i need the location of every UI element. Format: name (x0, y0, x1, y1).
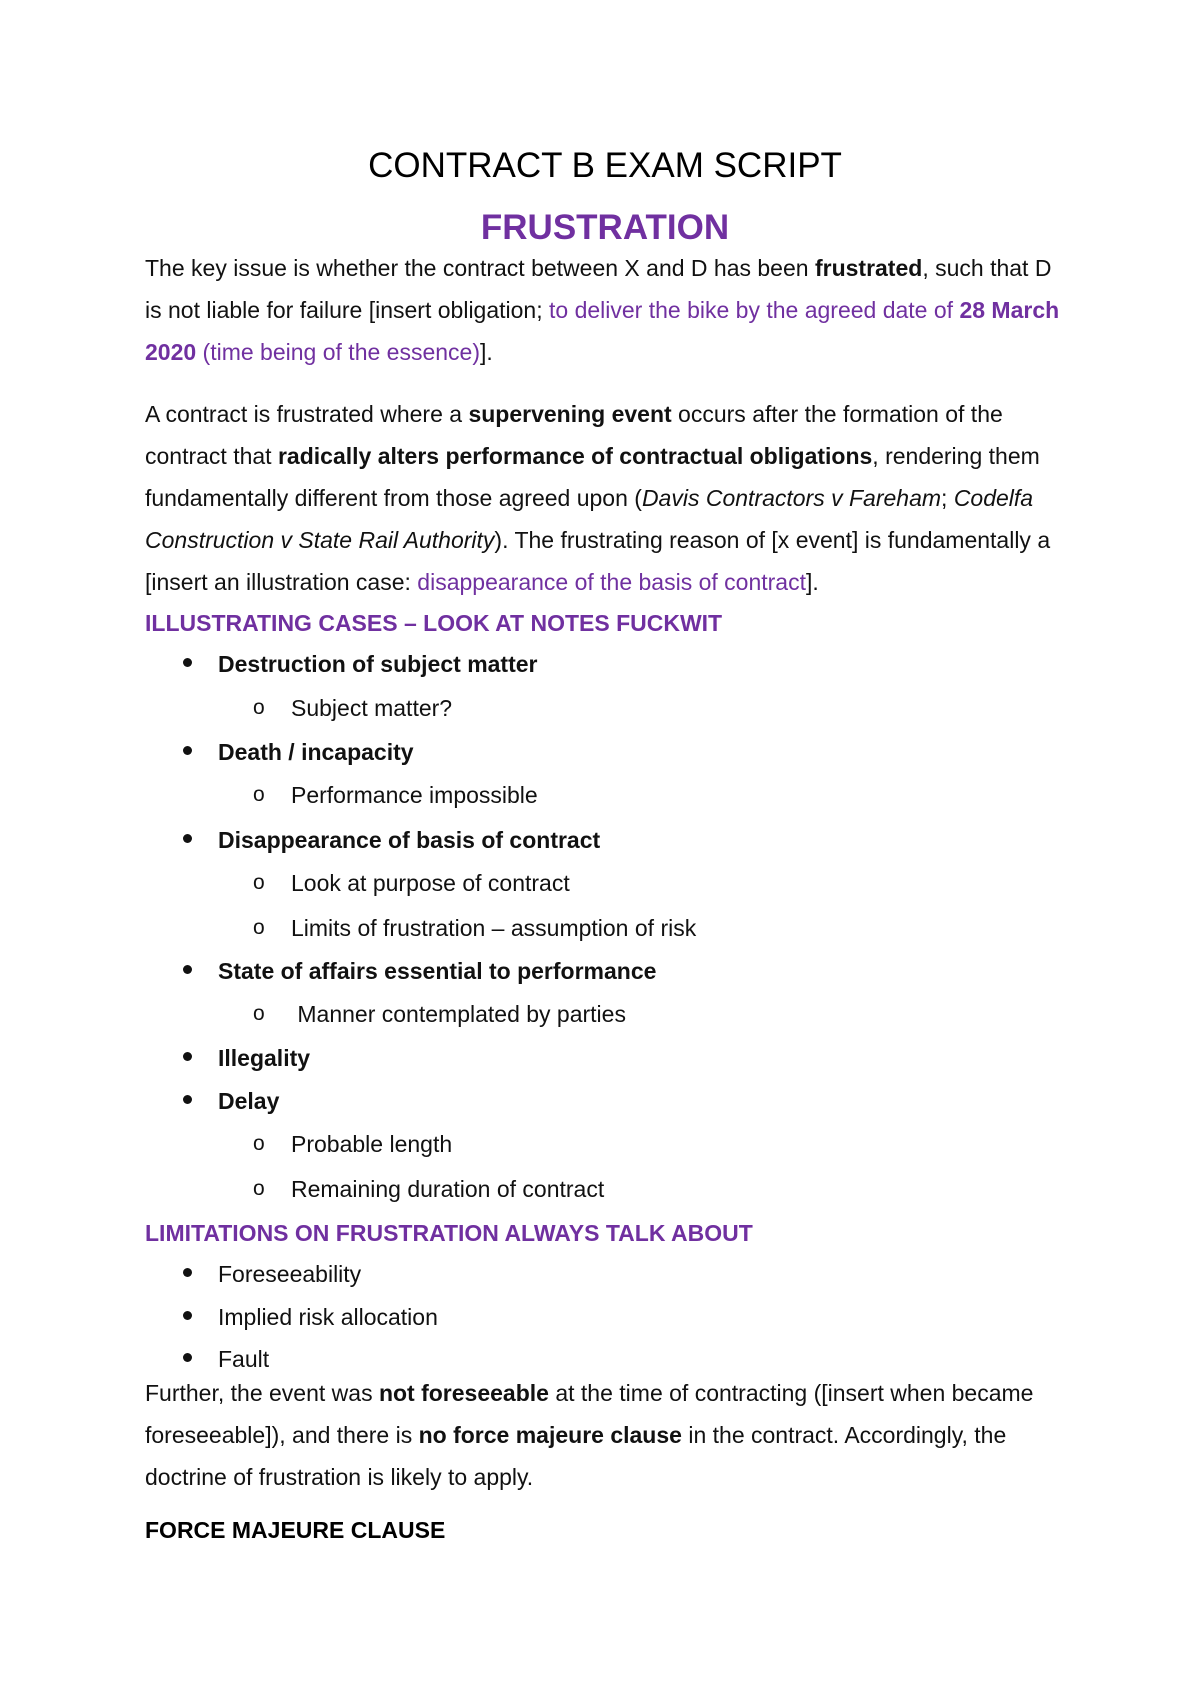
case-subitem: Manner contemplated by parties (291, 1001, 626, 1027)
case-item-label: State of affairs essential to performance (218, 958, 657, 984)
p1-purple-obligation: to deliver the bike by the agreed date of (549, 297, 960, 323)
section-title-frustration: FRUSTRATION (480, 208, 730, 247)
case-item-label: Destruction of subject matter (218, 651, 538, 677)
p2-text-c: occurs after the formation of the contract that (145, 401, 1003, 469)
sub-marker: o (253, 783, 265, 806)
p3-text-e: in the contract. Accordingly, the doctrine of frustration is likely to apply. (145, 1422, 1007, 1490)
p2-text-k: ]. (805, 569, 819, 595)
p2-text-g: ; (941, 485, 954, 511)
heading-force-majeure: FORCE MAJEURE CLAUSE (145, 1517, 446, 1543)
heading-limitations: LIMITATIONS ON FRUSTRATION ALWAYS TALK ABOUT (145, 1220, 753, 1246)
sub-marker: o (253, 1132, 265, 1155)
p1-purple-date: 28 March 2020 (145, 297, 1060, 365)
bullet-dot (183, 965, 192, 974)
case-subitem: Probable length (291, 1131, 453, 1157)
bullet-dot (183, 834, 192, 843)
sub-marker: o (253, 1177, 265, 1200)
p1-text-c: , such that D is not liable for failure [insert obligation; (145, 255, 1052, 323)
case-subitem: Look at purpose of contract (291, 870, 570, 896)
limitation-item: Fault (218, 1346, 270, 1372)
case-item-label: Death / incapacity (218, 739, 414, 765)
p2-text-a: A contract is frustrated where a (145, 401, 469, 427)
case-subitem: Remaining duration of contract (291, 1176, 605, 1202)
bullet-dot (183, 1268, 192, 1277)
document-title: CONTRACT B EXAM SCRIPT (368, 146, 842, 185)
sub-marker: o (253, 871, 265, 894)
p3-text-a: Further, the event was (145, 1380, 379, 1406)
p3-bold-no-force-majeure: no force majeure clause (418, 1422, 682, 1448)
paragraph-key-issue (145, 247, 1065, 373)
p1-text-a: The key issue is whether the contract between X and D has been (145, 255, 815, 281)
case-item-label: Disappearance of basis of contract (218, 827, 601, 853)
case-subitem: Subject matter? (291, 695, 453, 721)
case-item-label: Delay (218, 1088, 280, 1114)
case-subitem: Performance impossible (291, 782, 538, 808)
limitation-item: Foreseeability (218, 1261, 362, 1287)
p2-text-i: ). The frustrating reason of [x event] is fundamentally a [insert an illustration case: (145, 527, 1051, 595)
bullet-dot (183, 1052, 192, 1061)
bullet-dot (183, 746, 192, 755)
sub-marker: o (253, 916, 265, 939)
case-subitem: Limits of frustration – assumption of risk (291, 915, 697, 941)
p3-text-c: at the time of contracting ([insert when became foreseeable]), and there is (145, 1380, 1034, 1448)
p2-purple-basis: disappearance of the basis of contract (417, 569, 806, 595)
bullet-dot (183, 1353, 192, 1362)
sub-marker: o (253, 1002, 265, 1025)
paragraph-conclusion (145, 1372, 1065, 1498)
bullet-dot (183, 1311, 192, 1320)
paragraph-definition (145, 393, 1065, 603)
sub-marker: o (253, 696, 265, 719)
limitation-item: Implied risk allocation (218, 1304, 438, 1330)
heading-illustrating-cases: ILLUSTRATING CASES – LOOK AT NOTES FUCKWIT (145, 610, 723, 636)
p3-bold-not-foreseeable: not foreseeable (378, 1380, 549, 1406)
p1-bold-frustrated: frustrated (814, 255, 923, 281)
p2-bold-radically: radically alters performance of contractual obligations (277, 443, 873, 469)
p2-bold-supervening: supervening event (468, 401, 672, 427)
bullet-dot (183, 1095, 192, 1104)
p2-case-codelfa: Codelfa Construction v State Rail Authority (145, 485, 1034, 553)
p2-case-davis: Davis Contractors v Fareham (641, 485, 942, 511)
p2-text-e: , rendering them fundamentally different from those agreed upon ( (145, 443, 1040, 511)
p1-purple-essence: (time being of the essence) (196, 339, 480, 365)
p1-text-end: ]. (480, 339, 493, 365)
case-item-label: Illegality (218, 1045, 311, 1071)
bullet-dot (183, 658, 192, 667)
